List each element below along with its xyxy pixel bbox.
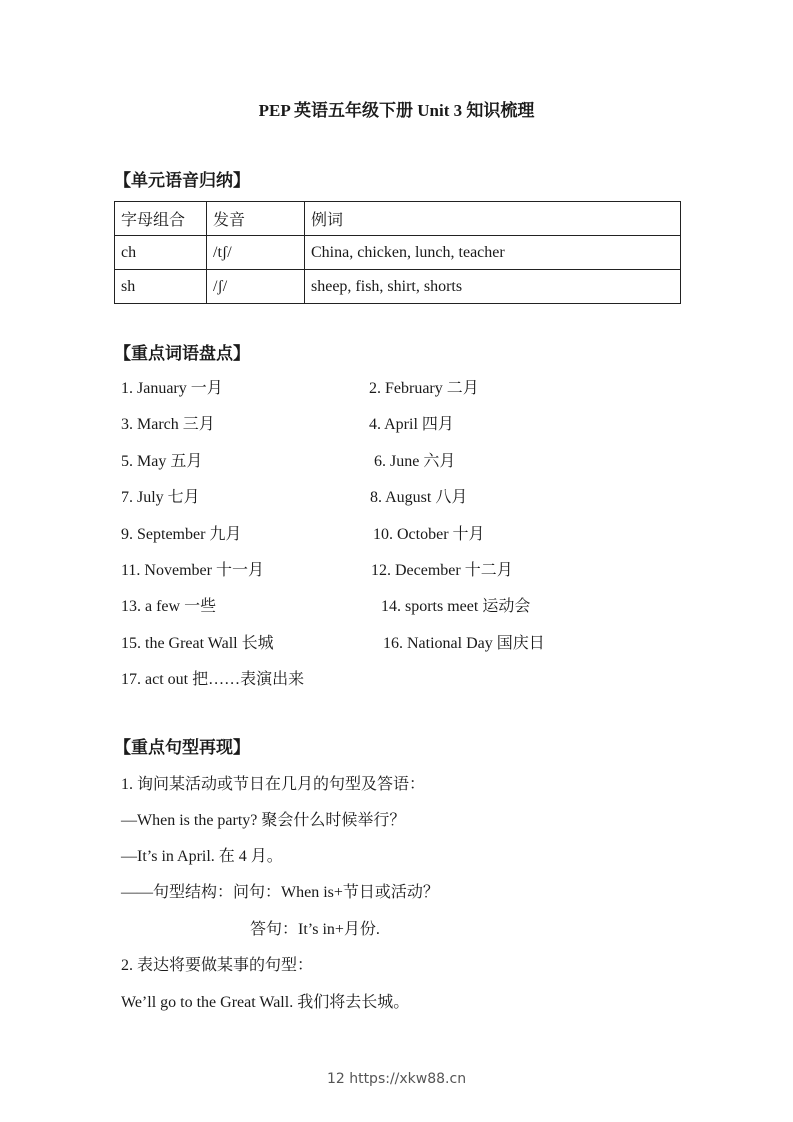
table-row: [115, 236, 681, 270]
vocab-item: 7. July 七月: [121, 489, 200, 506]
table-row: [115, 270, 681, 304]
vocab-item: 2. February 二月: [369, 380, 479, 397]
sentence-line: ——句型结构：问句：When is+节日或活动？: [121, 884, 439, 901]
vocab-item: 15. the Great Wall 长城: [121, 635, 274, 652]
table-cell: China, chicken, lunch, teacher: [305, 236, 681, 270]
vocab-item: 10. October 十月: [373, 526, 485, 543]
page-title: PEP 英语五年级下册 Unit 3 知识梳理: [258, 101, 535, 120]
vocab-item: 3. March 三月: [121, 416, 215, 433]
sentence-line: 2. 表达将要做某事的句型：: [121, 957, 314, 974]
table-cell: /tʃ/: [207, 236, 305, 270]
table-cell: sheep, fish, shirt, shorts: [305, 270, 681, 304]
vocab-item: 1. January 一月: [121, 380, 223, 397]
table-cell: ch: [115, 236, 207, 270]
phonics-heading: 【单元语音归纳】: [114, 171, 250, 190]
column-header: 例词: [305, 202, 681, 236]
table-header-row: [115, 202, 681, 236]
vocab-item: 8. August 八月: [370, 489, 468, 506]
vocab-item: 12. December 十二月: [371, 562, 513, 579]
table-cell: sh: [115, 270, 207, 304]
table-cell: /ʃ/: [207, 270, 305, 304]
vocab-item: 14. sports meet 运动会: [381, 598, 531, 615]
sentence-line: We’ll go to the Great Wall. 我们将去长城。: [121, 994, 410, 1011]
sentence-line: 答句：It’s in+月份.: [250, 921, 380, 938]
vocab-item: 4. April 四月: [369, 416, 454, 433]
column-header: 字母组合: [115, 202, 207, 236]
sentence-line: —It’s in April. 在 4 月。: [121, 848, 283, 865]
vocab-heading: 【重点词语盘点】: [114, 344, 250, 363]
vocab-item: 5. May 五月: [121, 453, 203, 470]
sentence-line: —When is the party? 聚会什么时候举行？: [121, 812, 406, 829]
page-footer: 12 https://xkw88.cn: [326, 1071, 467, 1087]
column-header: 发音: [207, 202, 305, 236]
vocab-item: 9. September 九月: [121, 526, 242, 543]
sentences-heading: 【重点句型再现】: [114, 738, 250, 757]
phonics-table: [114, 201, 681, 304]
vocab-item: 11. November 十一月: [121, 562, 264, 579]
sentence-line: 1. 询问某活动或节日在几月的句型及答语：: [121, 776, 426, 793]
vocab-item: 13. a few 一些: [121, 598, 217, 615]
vocab-item: 16. National Day 国庆日: [383, 635, 545, 652]
vocab-item: 6. June 六月: [374, 453, 456, 470]
vocab-item: 17. act out 把……表演出来: [121, 671, 305, 688]
